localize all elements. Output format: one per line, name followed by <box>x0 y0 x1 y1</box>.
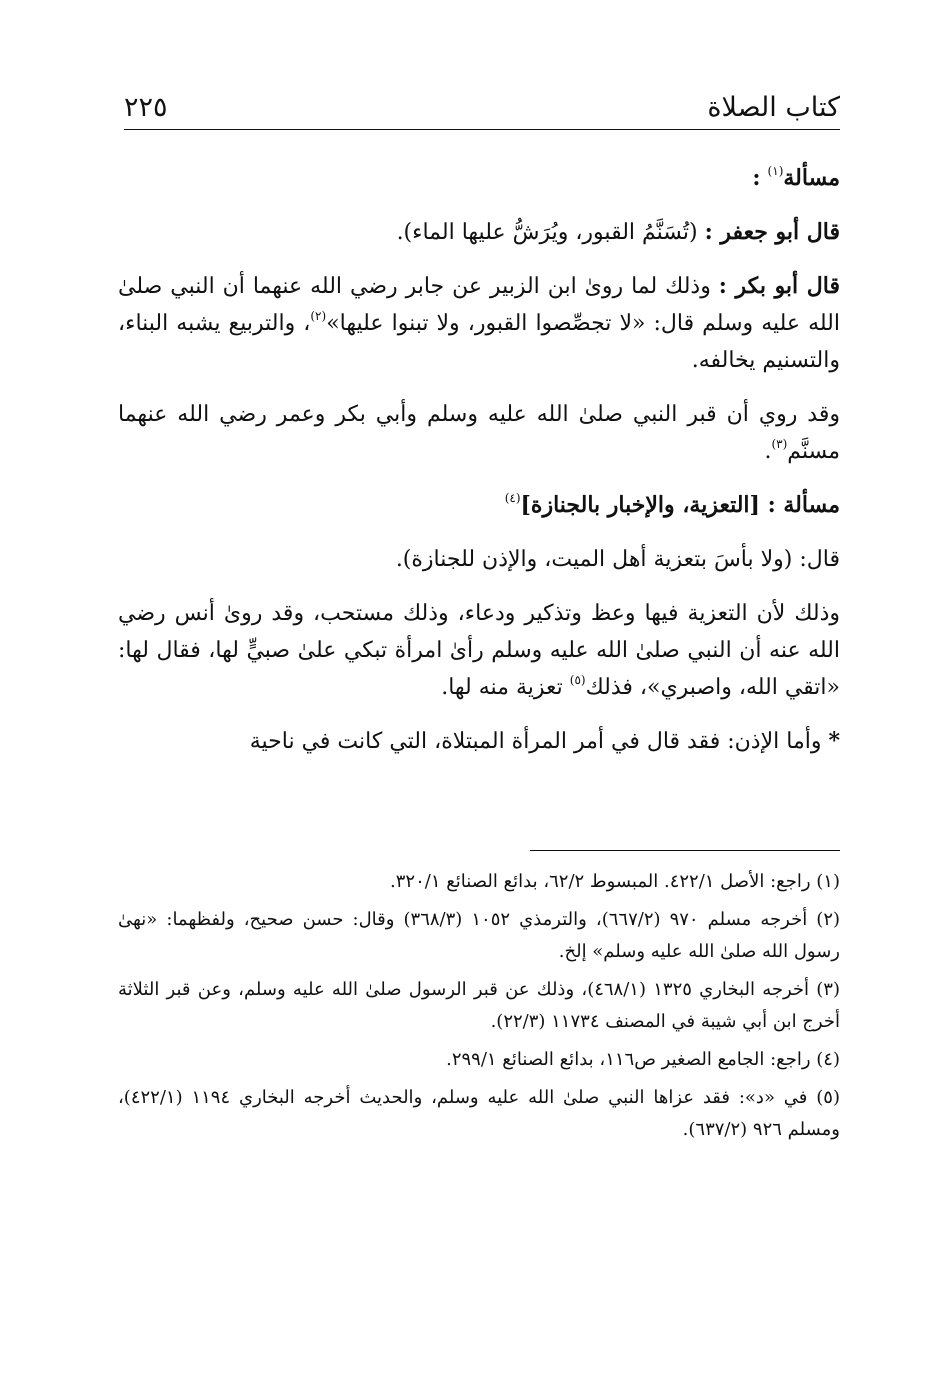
running-header <box>124 86 840 126</box>
paragraph-text: وأما الإذن: فقد قال في أمر المرأة المبتلاة، التي كانت في ناحية <box>249 729 829 754</box>
footnote-ref-2: (٢) <box>310 309 327 323</box>
paragraph-abu-jafar <box>118 214 840 251</box>
page-number: ٢٢٥ <box>124 92 168 123</box>
asterisk-marker: * <box>828 728 840 754</box>
paragraph-abu-bakr <box>118 268 840 379</box>
paragraph-text-tail: . <box>764 439 772 464</box>
footnote-5: (٥) في «د»: فقد عزاها النبي صلىٰ الله عليه وسلم، والحديث أخرجه البخاري ١١٩٤ (٤٢٢/١)، ومسلم ٩٢٦ (٦٣٧/٢). <box>118 1087 840 1140</box>
paragraph-text: وقد روي أن قبر النبي صلىٰ الله عليه وسلم وأبي بكر وعمر رضي الله عنهما مسنَّم <box>118 402 840 464</box>
footnote-1: (١) راجع: الأصل ٤٢٢/١. المبسوط ٦٢/٢، بدائع الصنائع ٣٢٠/١. <box>390 871 840 892</box>
paragraph-text-tail: تعزية منه لها. <box>441 675 570 700</box>
footnote-3: (٣) أخرجه البخاري ١٣٢٥ (٤٦٨/١)، وذلك عن قبر الرسول صلىٰ الله عليه وسلم، وعن قبر الثلاثة أخرج ابن أبي شيبة في المصنف ١١٧٣٤ (٢٢/٣). <box>118 979 840 1032</box>
header-divider <box>124 129 840 130</box>
footnote-2: (٢) أخرجه مسلم ٩٧٠ (٦٦٧/٢)، والترمذي ١٠٥٢ (٣٦٨/٣) وقال: حسن صحيح، ولفظهما: «نهىٰ رسول الله صلىٰ الله عليه وسلم» إلخ. <box>118 909 841 962</box>
footnotes <box>118 866 840 1152</box>
chapter-title: كتاب الصلاة <box>707 92 840 123</box>
footnote-ref-4: (٤) <box>504 491 521 505</box>
paragraph-text: قال: (ولا بأسَ بتعزية أهل الميت، والإذن للجنازة). <box>395 547 840 572</box>
issue-title: مسألة : [التعزية، والإخبار بالجنازة] <box>520 492 840 518</box>
paragraph-permission <box>118 723 840 760</box>
issue-colon: : <box>752 165 761 191</box>
footnote-ref-1: (١) <box>767 164 784 178</box>
issue-label: مسألة <box>783 165 840 191</box>
footnote-divider <box>530 850 840 851</box>
paragraph-text: وذلك لما روىٰ ابن الزبير عن جابر رضي الله عنهما أن النبي صلىٰ الله عليه وسلم قال: «لا تجصِّصوا القبور، ولا تبنوا عليها» <box>118 274 840 336</box>
footnote-ref-3: (٣) <box>771 437 788 451</box>
speaker-abu-bakr: قال أبو بكر : <box>718 273 840 299</box>
main-text <box>118 160 840 777</box>
paragraph-text: وذلك لأن التعزية فيها وعظ وتذكير ودعاء، وذلك مستحب، وقد روىٰ أنس رضي الله عنه أن النبي صلىٰ الله عليه وسلم رأىٰ امرأة تبكي علىٰ صبيٍّ لها، فقال لها: «اتقي الله، واصبري»، فذلك <box>118 601 840 700</box>
paragraph-text-tail: ، والتربيع يشبه البناء، والتسنيم يخالفه. <box>118 311 840 373</box>
issue-heading-1 <box>118 160 840 197</box>
paragraph-condolence-reason <box>118 595 840 706</box>
paragraph-text: (تُسَنَّمُ القبور، ويُرَشُّ عليها الماء). <box>396 220 705 245</box>
footnote-ref-5: (٥) <box>569 673 586 687</box>
speaker-abu-jafar: قال أبو جعفر : <box>704 219 840 245</box>
paragraph-condolence-ruling <box>118 541 840 578</box>
issue-heading-2 <box>118 487 840 524</box>
footnote-4: (٤) راجع: الجامع الصغير ص١١٦، بدائع الصنائع ٢٩٩/١. <box>446 1049 840 1070</box>
paragraph-grave-narration <box>118 396 840 470</box>
